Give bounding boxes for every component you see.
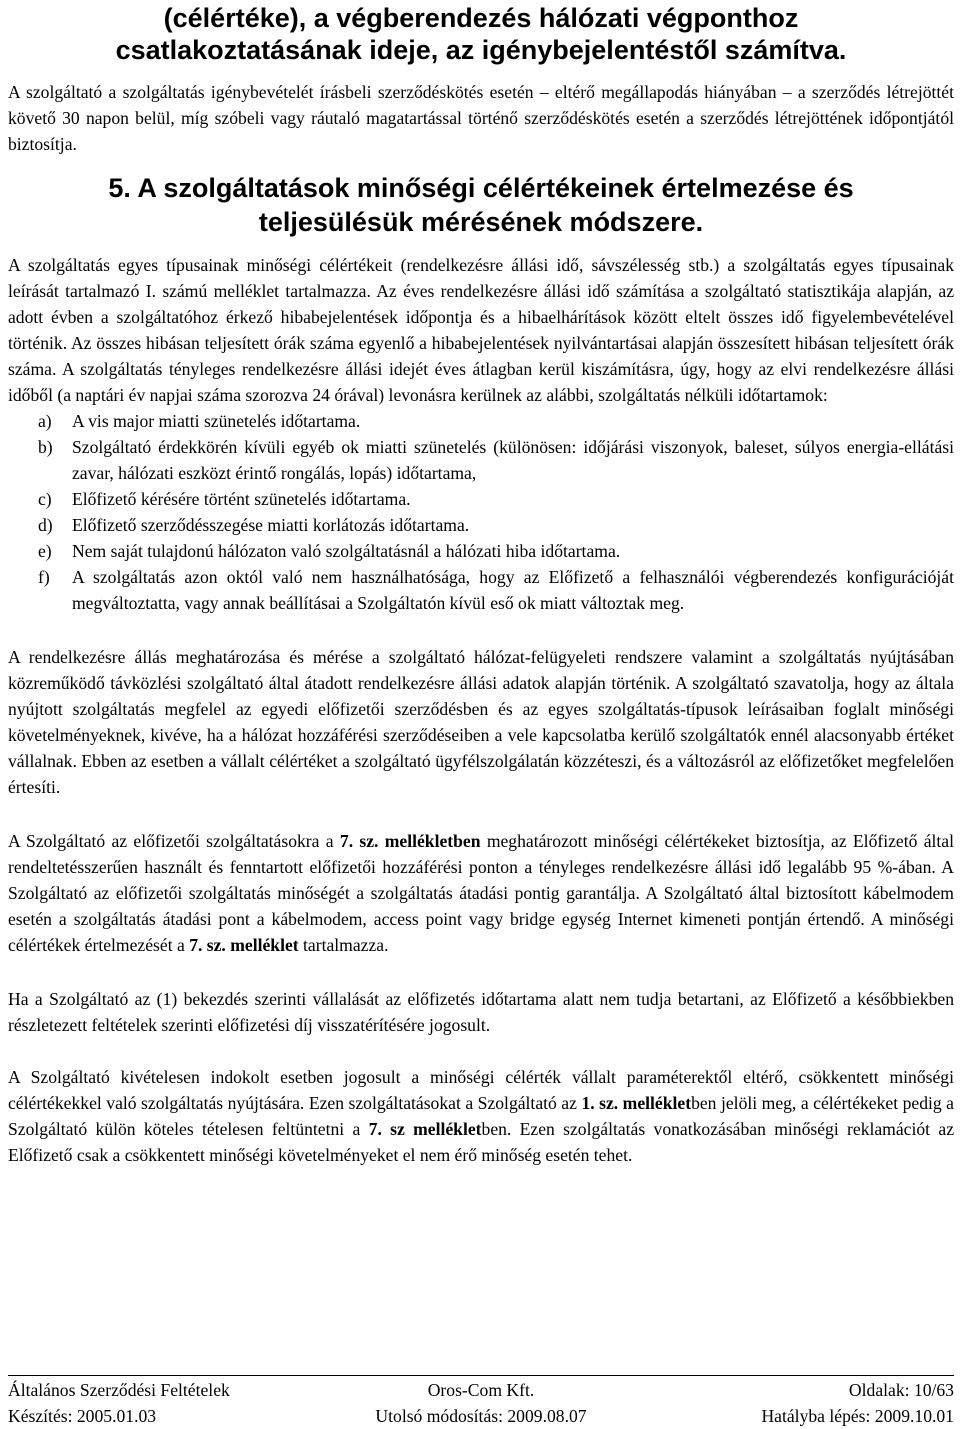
exception-paragraph xyxy=(8,1064,954,1168)
section-5-heading-line1: 5. A szolgáltatások minőségi célértékeinek értelmezése és xyxy=(108,173,854,203)
footer-company: Oros-Com Kft. xyxy=(427,1380,535,1400)
list-marker: c) xyxy=(38,489,52,509)
footer-effective-date: Hatályba lépés: 2009.10.01 xyxy=(761,1406,954,1426)
guarantee-text: tartalmazza. xyxy=(298,935,389,955)
footer-page-number: Oldalak: 10/63 xyxy=(848,1380,954,1400)
document-page xyxy=(8,0,954,1168)
list-marker: a) xyxy=(38,411,52,431)
section-5-heading-line2: teljesülésük mérésének módszere. xyxy=(258,207,704,237)
list-item xyxy=(8,564,954,616)
exception-text: ben. Ezen szolgáltatás vonatkozásában minőségi reklamációt az Előfizető csak a csökkentett minőségi követelményeket el nem érő minőség esetén tehet. xyxy=(8,1119,954,1165)
list-item-text: A szolgáltatás azon októl való nem használhatósága, hogy az Előfizető a felhasználói végberendezés konfigurációját megváltoztatta, vagy annak beállításai a Szolgáltatón kívül eső ok miatt változtak meg. xyxy=(72,567,954,613)
footer-modified-date: Utolsó módosítás: 2009.08.07 xyxy=(375,1406,587,1426)
list-item-text: Szolgáltató érdekkörén kívüli egyéb ok miatti szünetelés (különösen: időjárási viszonyok, baleset, súlyos energia-ellátási zavar, hálózati eszközt érintő rongálás, lopás) időtartama, xyxy=(72,437,954,483)
continued-heading xyxy=(8,2,954,66)
list-item-text: A vis major miatti szünetelés időtartama. xyxy=(72,411,361,431)
page-footer xyxy=(8,1375,954,1429)
list-marker: d) xyxy=(38,515,53,535)
continued-heading-line1: (célértéke), a végberendezés hálózati végponthoz xyxy=(163,3,799,33)
annex-1-reference: 1. sz. melléklet xyxy=(581,1093,692,1113)
section-5-heading xyxy=(8,171,954,239)
annex-7-reference: 7. sz. mellékletben xyxy=(339,831,481,851)
footer-document-name: Általános Szerződési Feltételek xyxy=(8,1380,230,1400)
exception-text: ben jelöli meg, a célértékeket pedig a Szolgáltató külön köteles tételesen feltüntetni a xyxy=(8,1093,954,1139)
guarantee-paragraph xyxy=(8,828,954,958)
exclusion-list xyxy=(8,408,954,616)
list-item xyxy=(8,434,954,486)
annex-7-reference: 7. sz melléklet xyxy=(368,1119,482,1139)
list-item xyxy=(8,538,954,564)
footer-row xyxy=(8,1377,954,1403)
list-marker: f) xyxy=(38,567,50,587)
guarantee-text: A Szolgáltató az előfizetői szolgáltatásokra a xyxy=(8,831,340,851)
annex-7-reference: 7. sz. melléklet xyxy=(189,935,299,955)
list-marker: e) xyxy=(38,541,52,561)
list-item xyxy=(8,408,954,434)
measurement-paragraph: A rendelkezésre állás meghatározása és mérése a szolgáltató hálózat-felügyeleti rendszere valamint a szolgáltatás nyújtásában közreműködő távközlési szolgáltató által átadott rendelkezésre állási adatok alapján történik. A szolgáltató szavatolja, hogy az általa nyújtott szolgáltatás megfelel az egyedi előfizetői szerződésben és az egyes szolgáltatás-típusok leírásaiban foglalt minőségi követelményeknek, kivéve, ha a hálózat hozzáférési szerződéseiben a vele kapcsolatba kerülő szolgáltatók ennél alacsonyabb értéket vállalnak. Ebben az esetben a vállalt célértéket a szolgáltató ügyfélszolgálatán közzéteszi, és a változásról az előfizetőket megfelelően értesíti. xyxy=(8,647,954,797)
footer-created-date: Készítés: 2005.01.03 xyxy=(8,1406,157,1426)
list-item xyxy=(8,512,954,538)
quality-paragraph: A szolgáltatás egyes típusainak minőségi célértékeit (rendelkezésre állási idő, sávszélesség stb.) a szolgáltatás egyes típusainak leírását tartalmazó I. számú melléklet tartalmazza. Az éves rendelkezésre állási idő számítása a szolgáltató statisztikája alapján, az adott évben a szolgáltatóhoz érkező hibabejelentések időpontja és a hibaelhárítások között eltelt összes idő figyelembevételével történik. Az összes hibásan teljesített órák száma egyenlő a hibabejelentések nyilvántartásai alapján összesített hibásan teljesített órák száma. A szolgáltatás tényleges rendelkezésre állási idejét éves átlagban kerül kiszámításra, úgy, hogy az elvi rendelkezésre állási időből (a naptári év napjai száma szorozva 24 órával) levonásra kerülnek az alábbi, szolgáltatás nélküli időtartamok: xyxy=(8,255,954,405)
list-item-text: Előfizető szerződésszegése miatti korlátozás időtartama. xyxy=(72,515,470,535)
exception-text: A Szolgáltató kivételesen indokolt esetben jogosult a minőségi célérték vállalt paraméterektől eltérő, csökkentett minőségi célértékekkel való szolgáltatás nyújtására. Ezen szolgáltatásokat a Szolgáltató az xyxy=(8,1067,954,1113)
list-item-text: Előfizető kérésére történt szünetelés időtartama. xyxy=(72,489,411,509)
continued-heading-line2: csatlakoztatásának ideje, az igénybejelentéstől számítva. xyxy=(115,35,847,65)
list-marker: b) xyxy=(38,437,53,457)
guarantee-text: meghatározott minőségi célértékeket biztosítja, az Előfizető által rendeltetésszerűen használt és fenntartott előfizetői hozzáférési ponton a tényleges rendelkezésre állási idő legalább 95 %-ában. A Szolgáltató az előfizetői szolgáltatás minőségét a szolgáltatás átadási pontig garantálja. A Szolgáltató által biztosított kábelmodem esetén a szolgáltatás átadási pont a kábelmodem, access point vagy bridge egység Internet kimeneti pontján értendő. A minőségi célértékek értelmezését a xyxy=(8,831,954,955)
intro-paragraph: A szolgáltató a szolgáltatás igénybevételét írásbeli szerződéskötés esetén – eltérő megállapodás hiányában – a szerződés létrejöttét követő 30 napon belül, míg szóbeli vagy ráutaló magatartással történő szerződéskötés esetén a szerződés létrejöttének időpontjától biztosítja. xyxy=(8,82,954,154)
list-item-text: Nem saját tulajdonú hálózaton való szolgáltatásnál a hálózati hiba időtartama. xyxy=(72,541,621,561)
list-item xyxy=(8,486,954,512)
footer-row xyxy=(8,1403,954,1429)
refund-paragraph: Ha a Szolgáltató az (1) bekezdés szerinti vállalását az előfizetés időtartama alatt nem tudja betartani, az Előfizető a későbbiekben részletezett feltételek szerinti előfizetési díj visszatérítésére jogosult. xyxy=(8,989,954,1035)
